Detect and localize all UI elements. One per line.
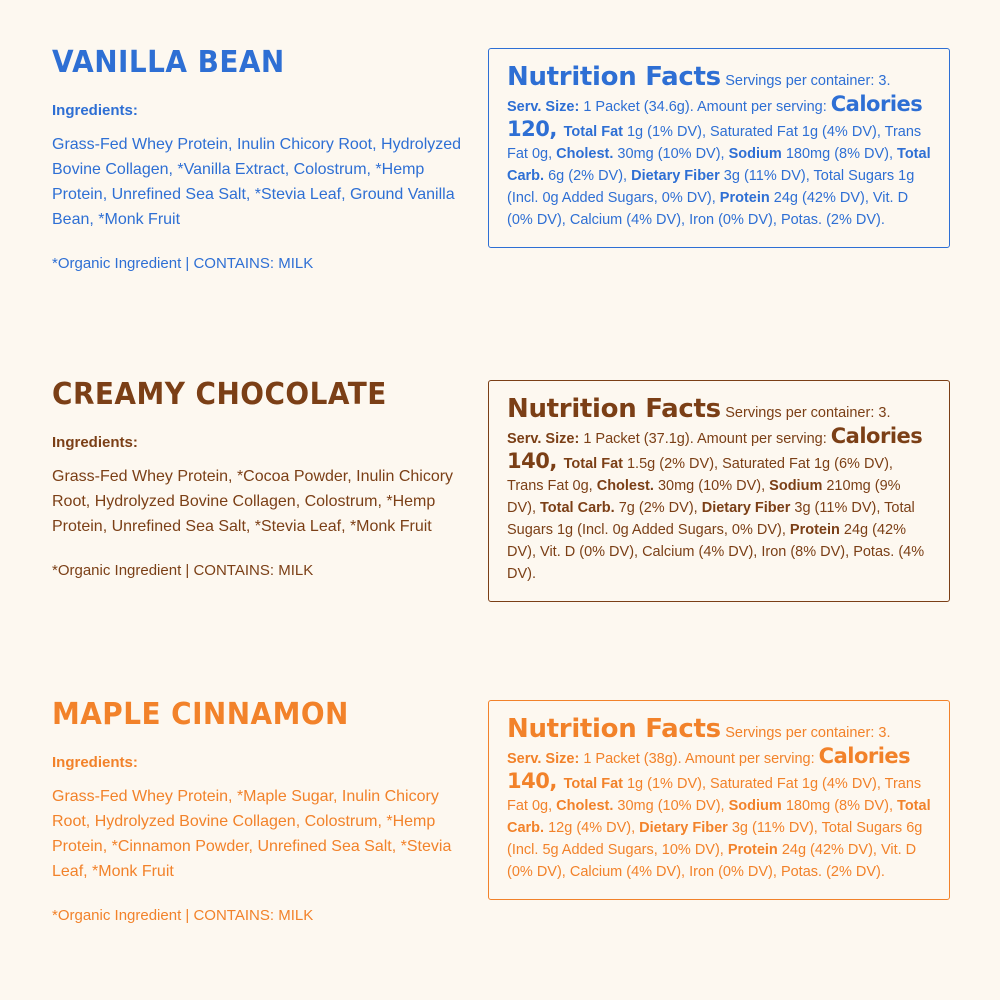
servings-per-container: Servings per container: 3. [725,405,891,421]
ingredients-label: Ingredients: [52,102,138,119]
nutrient-name: Dietary Fiber [701,499,791,516]
nutrient-value: 3g (11% DV), Total Sugars 6g (Incl. 5g Added Sugars, 10% DV), [507,819,923,858]
ingredients-list: Grass-Fed Whey Protein, *Cocoa Powder, Inulin Chicory Root, Hydrolyzed Bovine Collagen, Colostrum, *Hemp Protein, Unrefined Sea Salt, *Stevia Leaf, *Monk Fruit [52,468,454,535]
flavor-title: MAPLE CINNAMON [52,697,349,732]
product-block [0,377,1000,602]
flavor-title: VANILLA BEAN [52,45,285,80]
nutrient-name: Protein [719,189,770,206]
nutrient-value: 7g (2% DV), [614,499,702,516]
nutrition-facts-title: Nutrition Facts [507,394,721,424]
nutrient-name: Cholest. [596,477,654,494]
nutrient-name: Cholest. [556,145,614,162]
nutrient-value: 24g (42% DV), Vit. D (0% DV), Calcium (4% DV), Iron (0% DV), Potas. (2% DV). [507,189,909,228]
nutrient-value: 3g (11% DV), Total Sugars 1g (Incl. 0g Added Sugars, 0% DV), [507,167,915,206]
nutrition-facts-box [488,48,950,248]
nutrient-name: Total Carb. [507,797,931,836]
nutrient-name: Total Carb. [540,499,615,516]
ingredients-label: Ingredients: [52,434,138,451]
nutrition-facts-body [507,745,931,883]
nutrient-name: Dietary Fiber [631,167,720,184]
servings-per-container: Servings per container: 3. [725,73,891,89]
nutrient-value: 1g (1% DV), Saturated Fat 1g (4% DV), Trans Fat 0g, [507,775,922,814]
nutrient-value: 1g (1% DV), Saturated Fat 1g (4% DV), Trans Fat 0g, [507,123,922,162]
nutrient-value: 180mg (8% DV), [781,145,898,162]
amount-per-serving: Amount per serving: [684,750,819,767]
amount-per-serving: Amount per serving: [696,98,831,115]
nutrient-name: Protein [727,841,778,858]
nutrient-value: 30mg (10% DV), [653,477,770,494]
nutrient-flow [507,776,931,880]
nutrient-value: 30mg (10% DV), [613,797,729,814]
nutrient-value: 30mg (10% DV), [613,145,729,162]
nutrition-column [488,48,950,274]
nutrient-value: 3g (11% DV), Total Sugars 1g (Incl. 0g Added Sugars, 0% DV), [507,499,915,538]
nutrient-name: Total Carb. [507,145,931,184]
nutrient-value: 24g (42% DV), Vit. D (0% DV), Calcium (4% DV), Iron (0% DV), Potas. (2% DV). [507,841,917,880]
serv-size-value: 1 Packet (37.1g). [583,430,697,447]
serv-size-value: 1 Packet (38g). [583,750,685,767]
ingredients-list: Grass-Fed Whey Protein, Inulin Chicory Root, Hydrolyzed Bovine Collagen, *Vanilla Extract, Colostrum, *Hemp Protein, Unrefined Sea Salt, *Stevia Leaf, Ground Vanilla Bean, *Monk Fruit [52,136,462,228]
nutrient-flow [507,456,924,582]
nutrient-name: Dietary Fiber [639,819,728,836]
nutrition-facts-title: Nutrition Facts [507,62,721,92]
ingredients-list: Grass-Fed Whey Protein, *Maple Sugar, Inulin Chicory Root, Hydrolyzed Bovine Collagen, Colostrum, *Hemp Protein, *Cinnamon Powder, Unrefined Sea Salt, *Stevia Leaf, *Monk Fruit [52,788,452,880]
nutrient-value: 12g (4% DV), [544,819,640,836]
calories-value: 140, [507,768,564,793]
nutrient-name: Cholest. [556,797,614,814]
nutrition-facts-title: Nutrition Facts [507,714,721,744]
nutrient-name: Protein [789,521,840,538]
calories-label: Calories [830,423,923,448]
nutrient-flow [507,124,931,228]
nutrition-facts-body [507,93,931,231]
ingredients-label: Ingredients: [52,754,138,771]
nutrient-name: Sodium [728,797,782,814]
nutrition-facts-body [507,425,931,585]
product-info-column [52,377,472,602]
product-block [0,45,1000,274]
serv-size-label: Serv. Size: [507,98,580,115]
nutrient-value: 6g (2% DV), [544,167,632,184]
organic-allergen-note: *Organic Ingredient | CONTAINS: MILK [52,562,314,579]
servings-per-container: Servings per container: 3. [725,725,891,741]
calories-label: Calories [830,91,923,116]
product-info-column [52,45,472,274]
nutrition-facts-box [488,700,950,900]
nutrient-value: 1.5g (2% DV), Saturated Fat 1g (6% DV), Trans Fat 0g, [507,455,893,494]
calories-value: 120, [507,116,564,141]
calories-label: Calories [818,743,911,768]
nutrition-facts-box [488,380,950,602]
nutrient-name: Total Fat [563,123,623,140]
serv-size-label: Serv. Size: [507,750,580,767]
nutrient-value: 24g (42% DV), Vit. D (0% DV), Calcium (4% DV), Iron (8% DV), Potas. (4% DV). [507,521,925,582]
nutrient-value: 180mg (8% DV), [781,797,898,814]
nutrient-name: Total Fat [563,455,623,472]
calories-value: 140, [507,448,564,473]
serv-size-label: Serv. Size: [507,430,580,447]
organic-allergen-note: *Organic Ingredient | CONTAINS: MILK [52,255,314,272]
nutrient-name: Sodium [728,145,782,162]
nutrient-name: Sodium [769,477,823,494]
serv-size-value: 1 Packet (34.6g). [583,98,697,115]
flavor-title: CREAMY CHOCOLATE [52,377,387,412]
nutrition-column [488,380,950,602]
product-block [0,697,1000,926]
product-info-column [52,697,472,926]
nutrient-value: 210mg (9% DV), [507,477,901,516]
organic-allergen-note: *Organic Ingredient | CONTAINS: MILK [52,907,314,924]
nutrient-name: Total Fat [563,775,623,792]
nutrition-column [488,700,950,926]
amount-per-serving: Amount per serving: [696,430,831,447]
